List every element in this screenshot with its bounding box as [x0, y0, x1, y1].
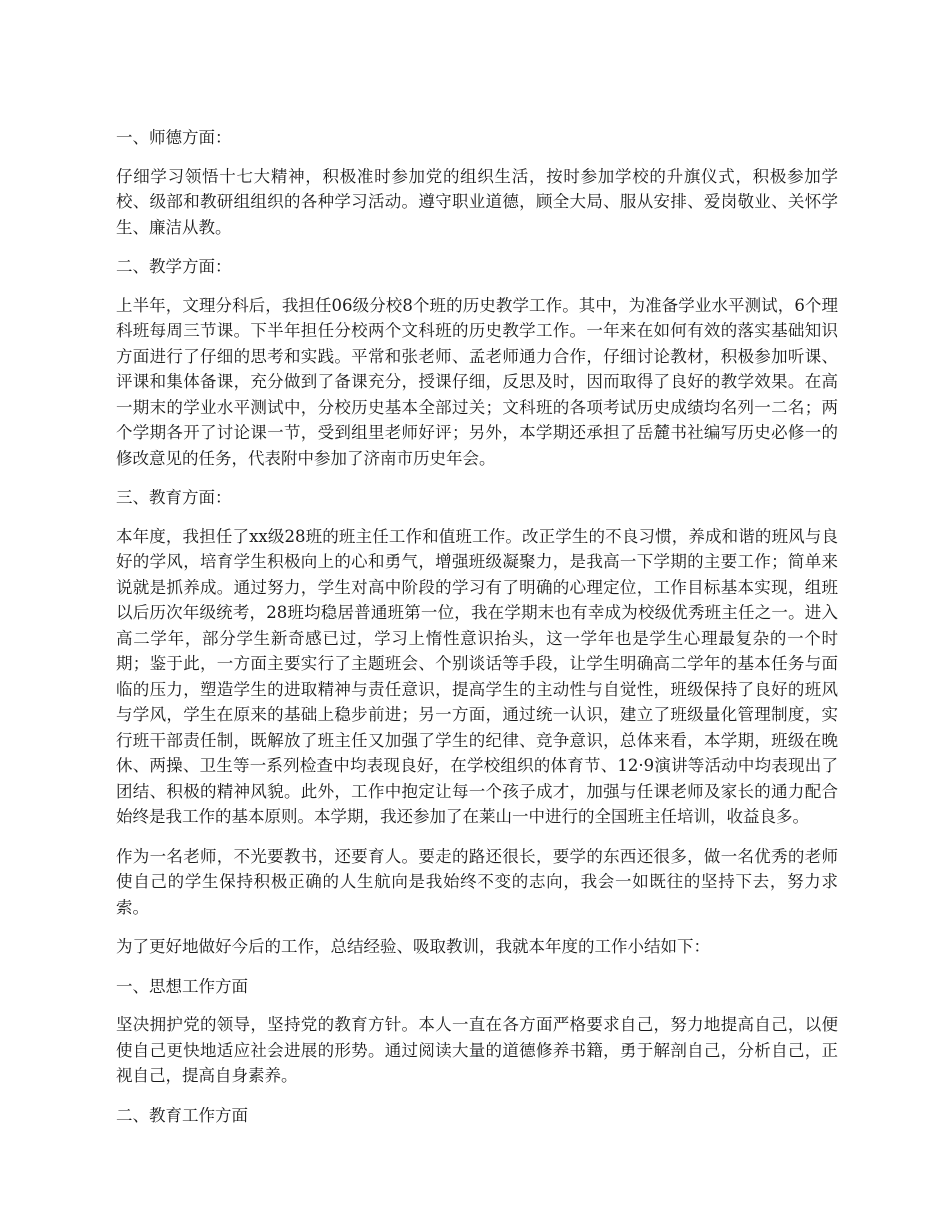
paragraph-education: 本年度，我担任了xx级28班的班主任工作和值班工作。改正学生的不良习惯，养成和谐的班风与良好的学风，培育学生积极向上的心和勇气，增强班级凝聚力，是我高一下学期的主要工作；简单来说就是抓养成。通过努力，学生对高中阶段的学习有了明确的心理定位，工作目标基本实现，组班以后历次年级统考，28班均稳居普通班第一位，我在学期末也有幸成为校级优秀班主任之一。进入高二学年，部分学生新奇感已过，学习上惰性意识抬头，这一学年也是学生心理最复杂的一个时期；鉴于此，一方面主要实行了主题班会、个别谈话等手段，让学生明确高二学年的基本任务与面临的压力，塑造学生的进取精神与责任意识，提高学生的主动性与自觉性，班级保持了良好的班风与学风，学生在原来的基础上稳步前进；另一方面，通过统一认识，建立了班级量化管理制度，实行班干部责任制，既解放了班主任又加强了学生的纪律、竞争意识，总体来看，本学期，班级在晚休、两操、卫生等一系列检查中均表现良好，在学校组织的体育节、12·9演讲等活动中均表现出了团结、积极的精神风貌。此外，工作中抱定让每一个孩子成才，加强与任课老师及家长的通力配合始终是我工作的基本原则。本学期，我还参加了在莱山一中进行的全国班主任培训，收益良多。	[116, 526, 838, 826]
section-heading-ideology-work: 一、思想工作方面	[116, 976, 248, 996]
paragraph-teaching: 上半年，文理分科后，我担任06级分校8个班的历史教学工作。其中，为准备学业水平测试，6个理科班每周三节课。下半年担任分校两个文科班的历史教学工作。一年来在如何有效的落实基础知识方面进行了仔细的思考和实践。平常和张老师、孟老师通力合作，仔细讨论教材，积极参加听课、评课和集体备课，充分做到了备课充分，授课仔细，反思及时，因而取得了良好的教学效果。在高一期末的学业水平测试中，分校历史基本全部过关；文科班的各项考试历史成绩均名列一二名；两个学期各开了讨论课一节，受到组里老师好评；另外，本学期还承担了岳麓书社编写历史必修一的修改意见的任务，代表附中参加了济南市历史年会。	[116, 295, 838, 468]
section-heading-teacher-ethics: 一、师德方面：	[116, 128, 232, 147]
paragraph-summary-intro: 为了更好地做好今后的工作，总结经验、吸取教训，我就本年度的工作小结如下：	[116, 937, 710, 956]
paragraph-ideology-work: 坚决拥护党的领导，坚持党的教育方针。本人一直在各方面严格要求自己，努力地提高自己，以便使自己更快地适应社会进展的形势。通过阅读大量的道德修养书籍，勇于解剖自己，分析自己，正视自己，提高自身素养。	[116, 1015, 838, 1085]
section-heading-education-work: 二、教育工作方面	[116, 1105, 248, 1125]
paragraph-teacher-ethics: 仔细学习领悟十七大精神，积极准时参加党的组织生活，按时参加学校的升旗仪式，积极参加学校、级部和教研组组织的各种学习活动。遵守职业道德，顾全大局、服从安排、爱岗敬业、关怀学生、廉洁从教。	[116, 166, 838, 237]
section-heading-teaching: 二、教学方面：	[116, 257, 232, 276]
document-body	[116, 125, 838, 1141]
section-heading-education: 三、教育方面：	[116, 488, 232, 507]
paragraph-teacher-role: 作为一名老师，不光要教书，还要育人。要走的路还很长，要学的东西还很多，做一名优秀的老师使自己的学生保持积极正确的人生航向是我始终不变的志向，我会一如既往的坚持下去，努力求索。	[116, 846, 838, 917]
